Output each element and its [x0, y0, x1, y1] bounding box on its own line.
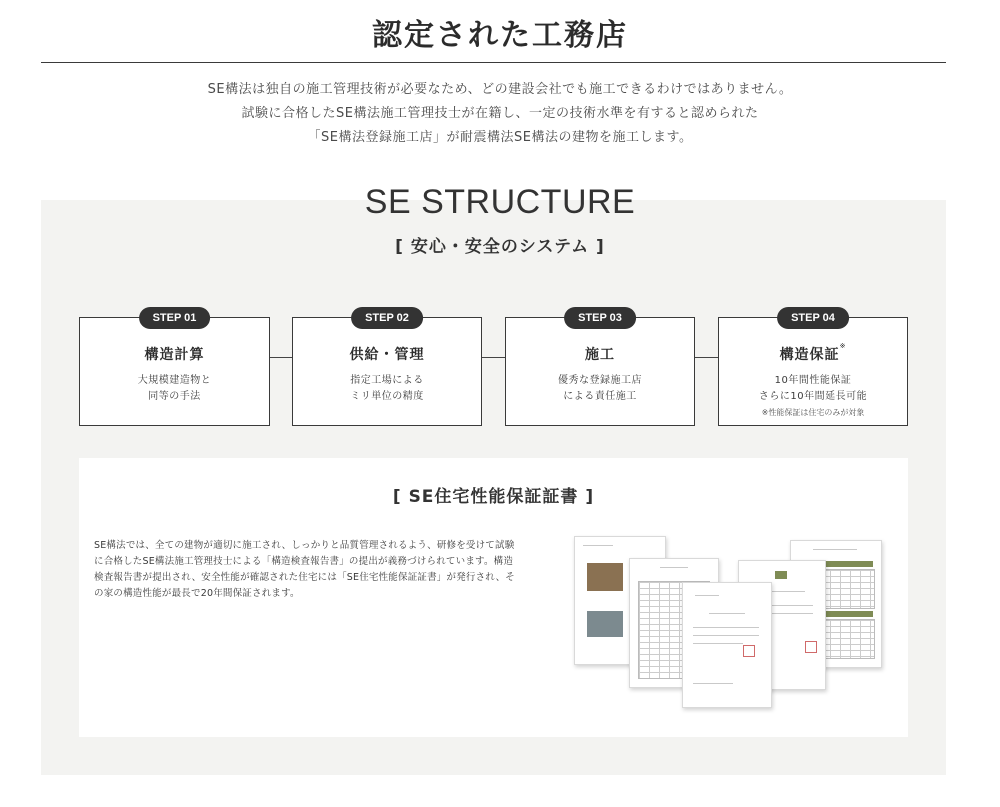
- certificate-card: [79, 458, 908, 737]
- step-badge: STEP 02: [351, 307, 423, 329]
- document-page: [682, 582, 772, 708]
- intro-line: 試験に合格したSE構法施工管理技士が在籍し、一定の技術水準を有すると認められた: [241, 106, 759, 121]
- section-heading: SE STRUCTURE: [364, 183, 636, 221]
- intro-text: [0, 78, 1000, 150]
- footnote-mark: ※: [839, 342, 847, 350]
- step-footnote: ※性能保証は住宅のみが対象: [761, 408, 865, 417]
- section-subheading: [ 安心・安全のシステム ]: [395, 237, 605, 257]
- step-badge: STEP 01: [139, 307, 211, 329]
- step-badge: STEP 04: [777, 307, 849, 329]
- step-description: 指定工場による ミリ単位の精度: [350, 375, 424, 402]
- certificate-title: [ SE住宅性能保証証書 ]: [392, 487, 595, 507]
- step-card-04: [718, 312, 908, 426]
- step-description: 優秀な登録施工店 による責任施工: [558, 375, 642, 402]
- step-card-01: [79, 312, 270, 426]
- step-card-02: [292, 312, 482, 426]
- intro-line: 「SE構法登録施工店」が耐震構法SE構法の建物を施工します。: [307, 130, 693, 145]
- step-connector: [694, 357, 718, 358]
- step-badge: STEP 03: [564, 307, 636, 329]
- step-description: 大規模建造物と 同等の手法: [137, 375, 212, 402]
- title-divider: [41, 62, 946, 63]
- step-title: 供給・管理: [349, 347, 425, 363]
- intro-line: SE構法は独自の施工管理技術が必要なため、どの建設会社でも施工できるわけではありません。: [207, 82, 793, 97]
- page-title: 認定された工務店: [372, 18, 628, 53]
- step-connector: [269, 357, 292, 358]
- step-title: 構造計算: [144, 347, 205, 363]
- step-description: 10年間性能保証 さらに10年間延長可能: [758, 375, 868, 402]
- step-card-03: [505, 312, 695, 426]
- step-title: 施工: [585, 347, 615, 363]
- certificate-description: SE構法では、全ての建物が適切に施工され、しっかりと品質管理されるよう、研修を受けて試験 に合格したSE構法施工管理技士による「構造検査報告書」の提出が義務づけられています。構造 検査報告書が提出され、安全性能が確認された住宅には「SE住宅性能保証証書」が発行され、そ の家の構造性能が最長で20年間保証されます。: [94, 540, 515, 599]
- step-connector: [481, 357, 505, 358]
- documents-illustration: [574, 536, 894, 716]
- step-title: 構造保証※: [779, 342, 847, 363]
